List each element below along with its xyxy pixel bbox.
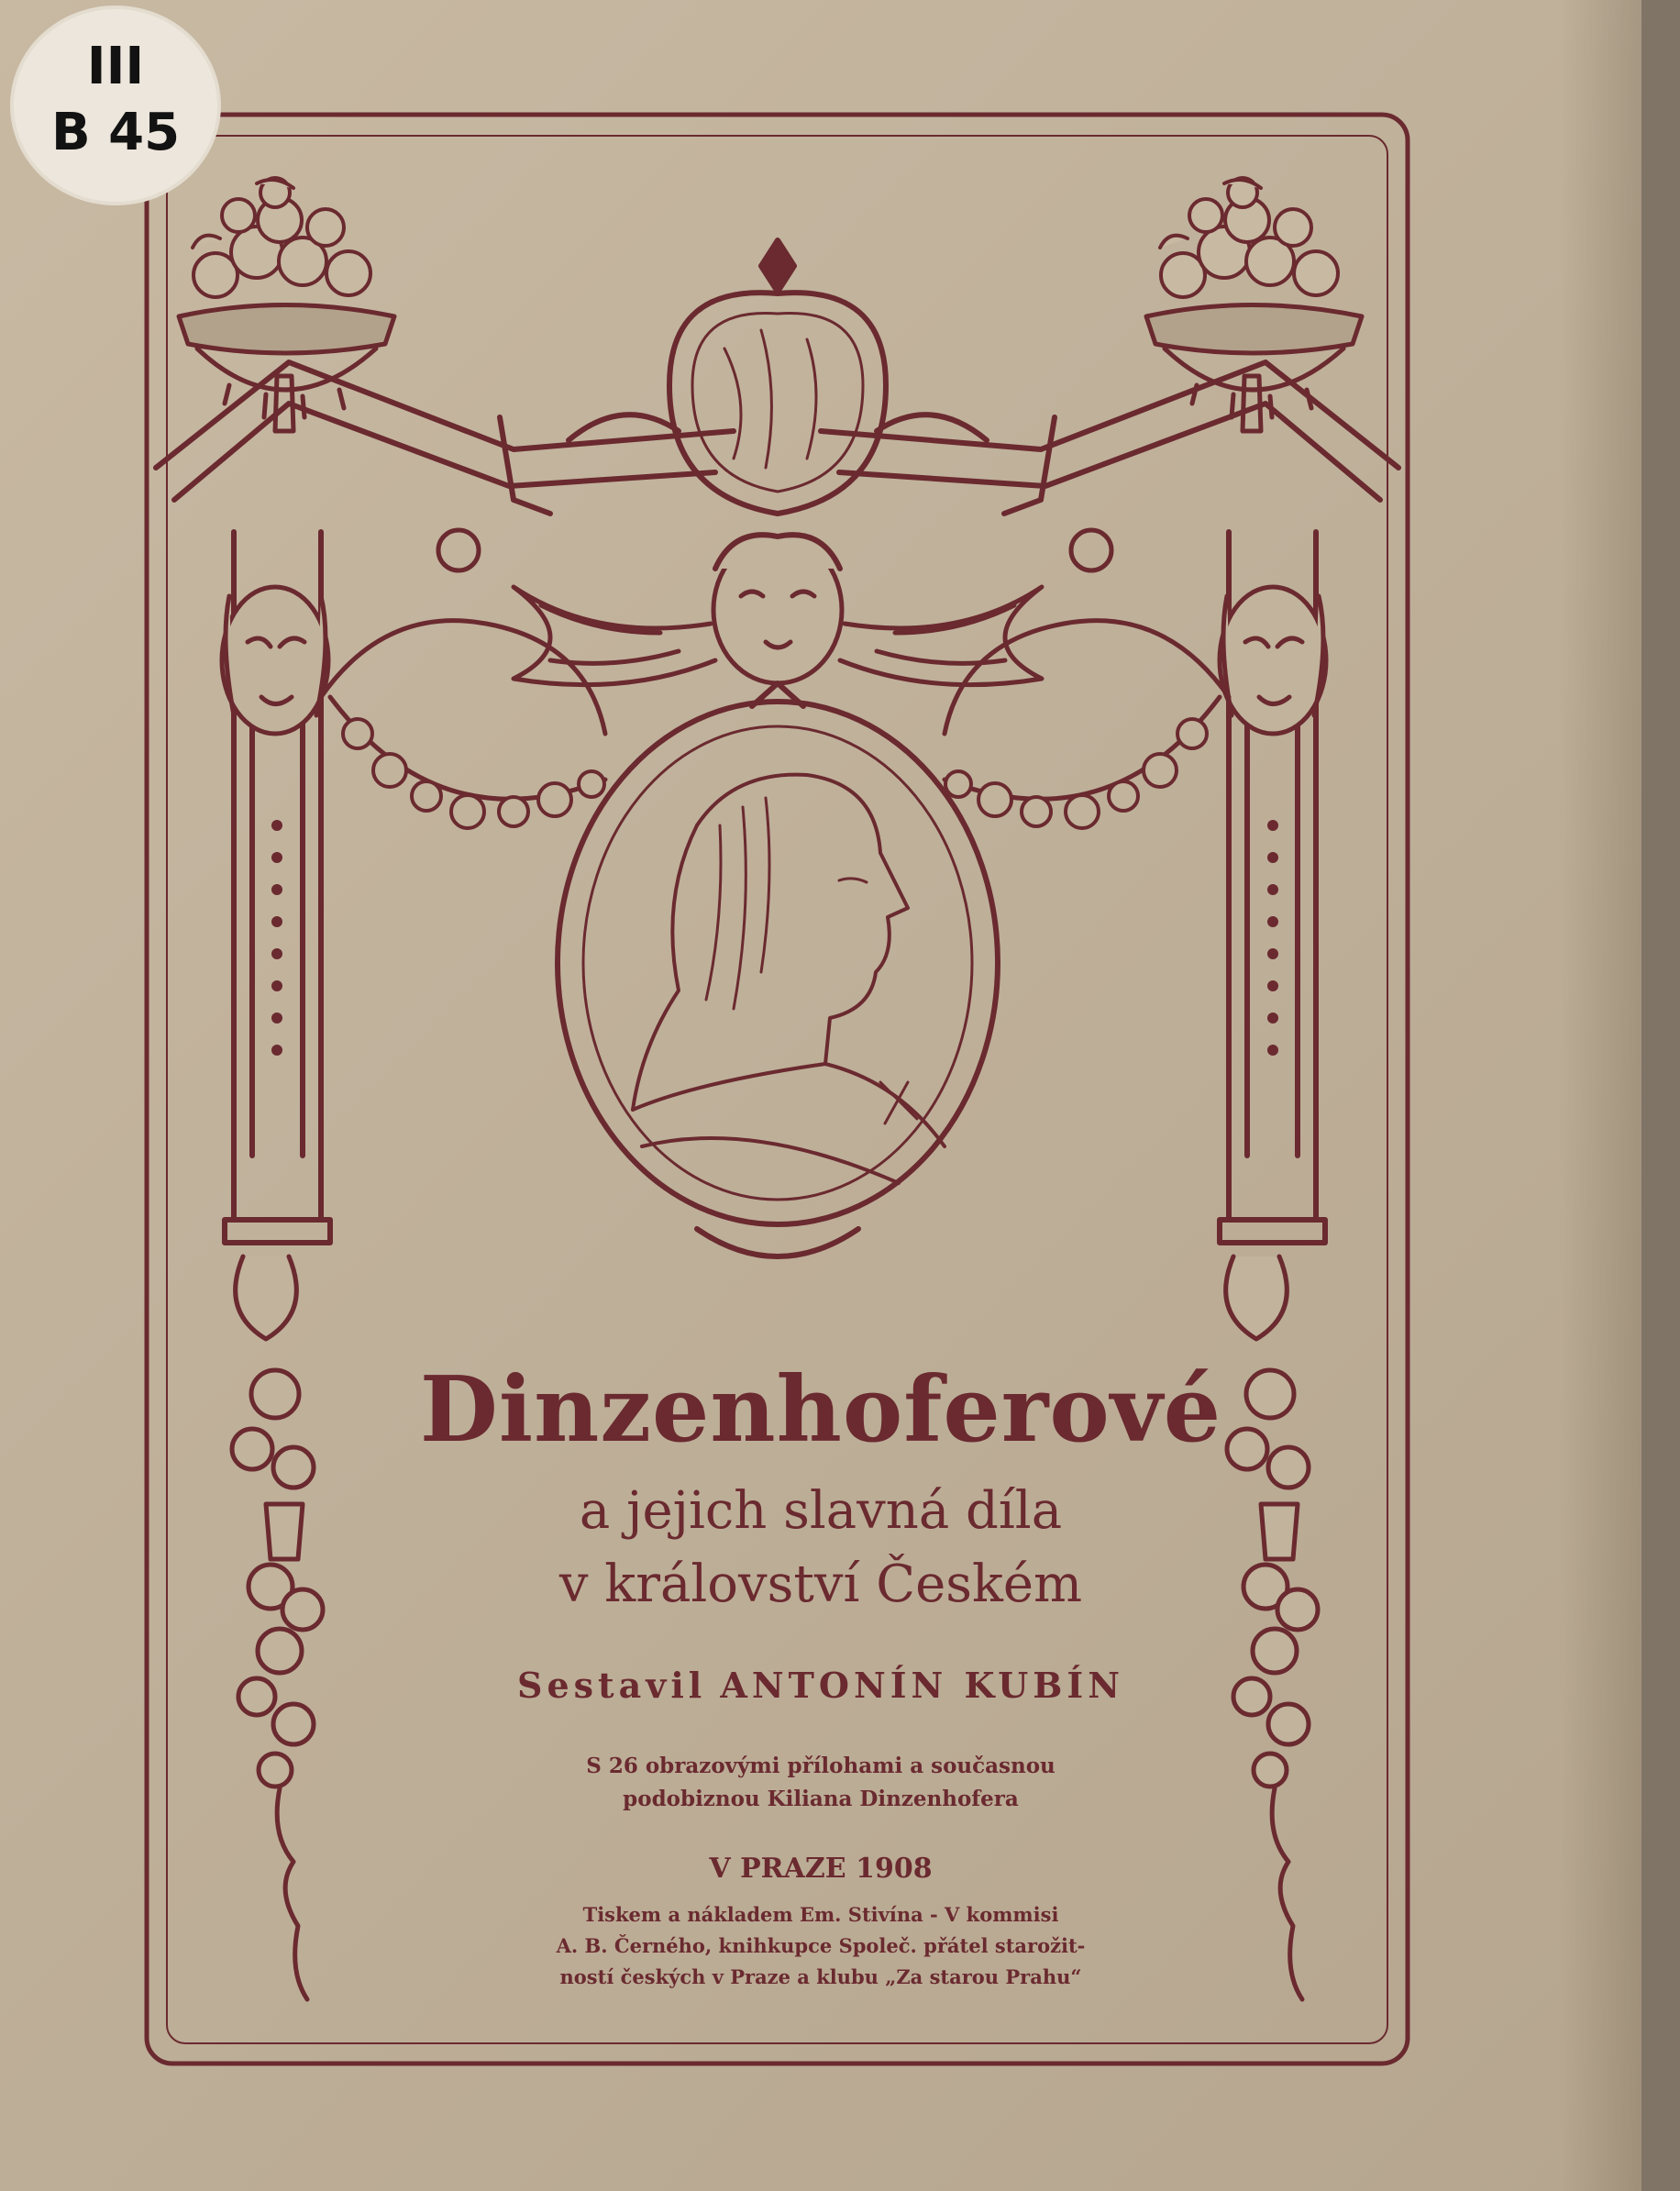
publisher-line-2: A. B. Černého, knihkupce Společ. přátel starožit-	[556, 1934, 1086, 1957]
publisher-line-1: Tiskem a nákladem Em. Stivína - V kommisi	[582, 1903, 1059, 1926]
lion-head-left	[222, 587, 328, 734]
lion-head-right	[1220, 587, 1326, 734]
portrait-medallion	[558, 683, 998, 1256]
shelf-label-line-2: B 45	[50, 103, 181, 162]
publisher-line-3: ností českých v Praze a klubu „Za starou Prahu“	[559, 1965, 1082, 1988]
subtitle-line-1: a jejich slavná díla	[579, 1481, 1063, 1541]
urn-with-fruit-left	[179, 305, 394, 432]
garland-right	[945, 697, 1220, 828]
cartouche	[569, 240, 987, 514]
library-shelf-label	[14, 9, 217, 202]
compiled-by-label: Sestavil	[517, 1665, 707, 1706]
garland-left	[330, 697, 605, 828]
shelf-label-line-1: III	[86, 37, 145, 96]
place-and-year: V PRAZE 1908	[709, 1853, 933, 1885]
fruit-pile-left	[193, 178, 370, 297]
pillar-dots-right	[1267, 820, 1278, 1056]
book-title: Dinzenhoferové	[419, 1357, 1222, 1463]
illustrations-note-line-1: S 26 obrazovými přílohami a současnou	[586, 1754, 1056, 1778]
pillar-dots-left	[271, 820, 282, 1056]
illustrations-note-line-2: podobiznou Kiliana Dinzenhofera	[623, 1787, 1019, 1811]
subtitle-line-2: v království Českém	[558, 1555, 1083, 1614]
author-name: ANTONÍN KUBÍN	[720, 1665, 1124, 1706]
fruit-pile-right	[1160, 178, 1338, 297]
author-credit	[0, 1665, 1641, 1706]
portrait-figure	[633, 775, 945, 1183]
cherub-head	[713, 535, 842, 683]
